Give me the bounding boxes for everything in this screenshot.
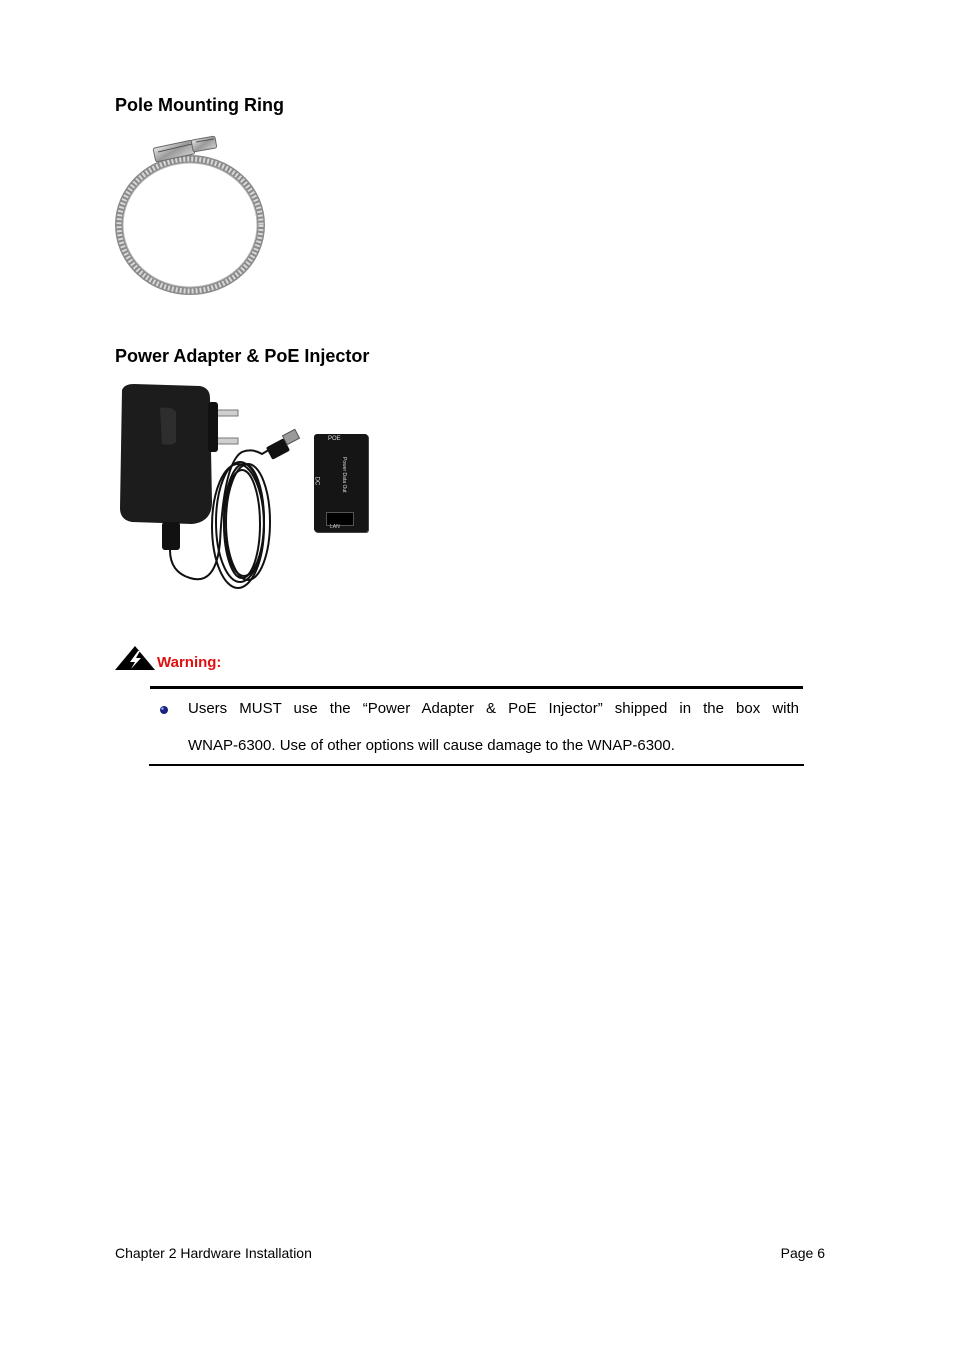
warning-text-line-1: Users MUST use the “Power Adapter & PoE Injector” shipped in the box with <box>188 700 799 717</box>
footer-chapter: Chapter 2 Hardware Installation <box>115 1245 312 1261</box>
section-heading-ring: Pole Mounting Ring <box>115 95 284 115</box>
injector-label-bottom: LAN <box>330 524 340 530</box>
injector-label-top: POE <box>328 436 341 442</box>
warning-label: Warning: <box>157 654 222 671</box>
footer-page-number: Page 6 <box>780 1245 825 1261</box>
power-adapter-image <box>112 382 312 597</box>
warning-lightning-icon <box>114 645 156 671</box>
section-heading-adapter: Power Adapter & PoE Injector <box>115 346 370 366</box>
pole-mounting-ring-image <box>112 130 272 300</box>
poe-injector-image <box>314 434 368 532</box>
injector-label-side: DC <box>313 476 320 486</box>
warning-bottom-rule <box>149 764 804 766</box>
warning-top-rule <box>150 686 803 689</box>
injector-label-mid: Power Data Out <box>341 457 347 493</box>
bullet-icon <box>158 704 170 716</box>
warning-text-line-2: WNAP-6300. Use of other options will cause damage to the WNAP-6300. <box>188 737 675 754</box>
